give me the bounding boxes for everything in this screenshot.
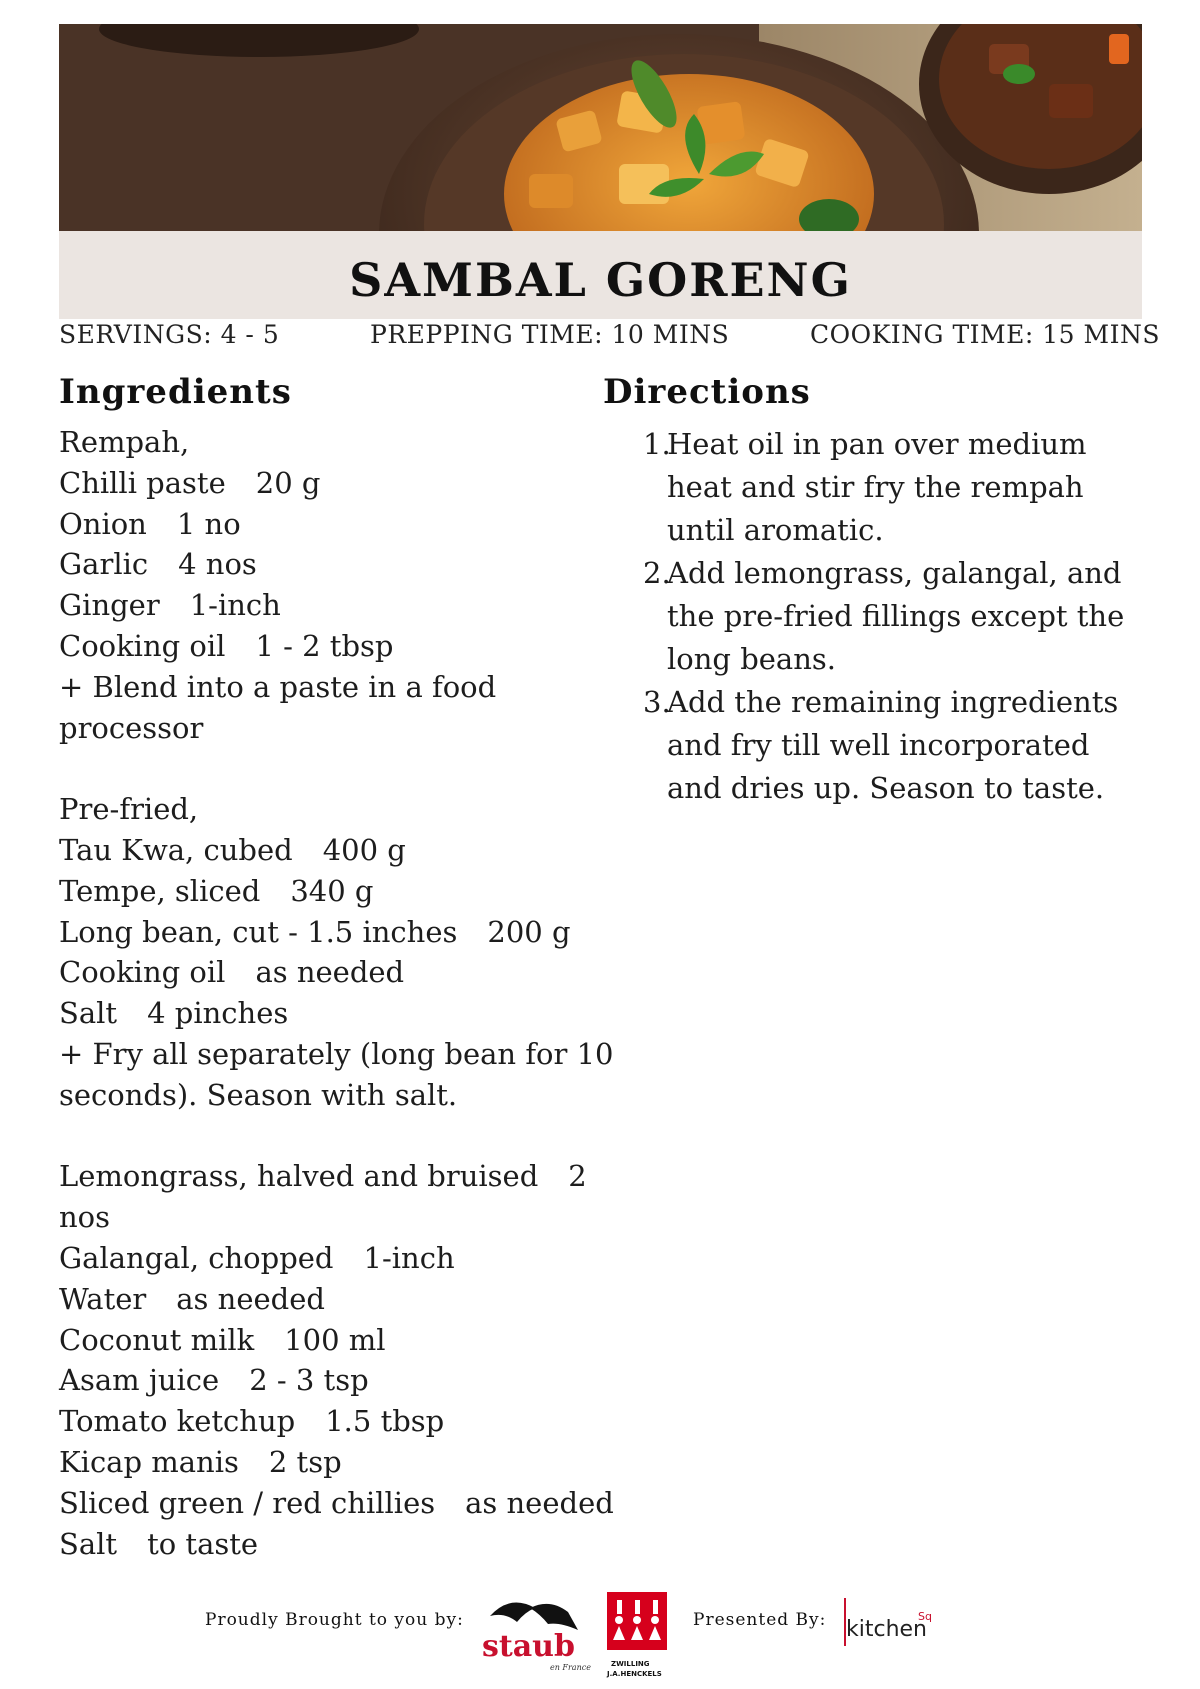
- step-number: 1.: [643, 427, 671, 461]
- directions-heading: Directions: [603, 372, 811, 412]
- presented-by-label: Presented By:: [693, 1610, 827, 1630]
- cook-time-info: COOKING TIME: 15 MINS: [810, 320, 1160, 349]
- ingredient-name: Cooking oil: [59, 955, 226, 990]
- ingredient-quantity: 4 nos: [178, 547, 257, 582]
- directions-list: [643, 423, 1153, 810]
- ingredient-name: Onion: [59, 506, 147, 541]
- ingredient-item: [59, 1360, 619, 1401]
- ingredient-name: Tomato ketchup: [59, 1404, 296, 1439]
- ingredient-item: [59, 1483, 619, 1524]
- ingredient-quantity: 1 - 2 tbsp: [255, 628, 394, 663]
- ingredient-quantity: 200 g: [487, 914, 571, 949]
- ingredient-quantity: 1.5 tbsp: [325, 1404, 445, 1439]
- ingredient-quantity: as needed: [465, 1485, 614, 1520]
- ingredient-item: [59, 912, 619, 953]
- ingredient-item: [59, 544, 619, 585]
- ingredient-quantity: 100 ml: [284, 1322, 386, 1357]
- ingredient-item: [59, 463, 619, 504]
- ingredient-quantity: 1-inch: [363, 1240, 455, 1275]
- ingredient-name: Tau Kwa, cubed: [59, 832, 293, 867]
- kitchen-sq-logo: [842, 1596, 942, 1652]
- ingredient-item: [59, 626, 619, 667]
- staub-logo-text: staub: [482, 1629, 575, 1664]
- zwilling-logo: [605, 1590, 675, 1682]
- ingredient-group-label: Rempah,: [59, 425, 190, 459]
- ingredient-name: Kicap manis: [59, 1444, 239, 1479]
- ingredient-spacer: [59, 1116, 619, 1157]
- ingredient-item: [59, 952, 619, 993]
- ingredient-item: [59, 993, 619, 1034]
- ingredient-name: Salt: [59, 1526, 118, 1561]
- ingredient-name: Chilli paste: [59, 465, 226, 500]
- ingredient-name: Garlic: [59, 547, 149, 582]
- ingredient-spacer: [59, 748, 619, 789]
- staub-logo: [470, 1596, 595, 1674]
- ingredient-item: [59, 1401, 619, 1442]
- ingredient-item: [59, 585, 619, 626]
- kitchen-logo-sup: Sq: [918, 1610, 932, 1623]
- ingredient-quantity: as needed: [255, 955, 405, 990]
- ingredient-item: [59, 1279, 619, 1320]
- step-text: Add the remaining ingredients and fry till well incorporated and dries up. Season to taste.: [667, 685, 1119, 805]
- ingredient-name: Sliced green / red chillies: [59, 1485, 436, 1520]
- kitchen-logo-text: kitchen: [846, 1617, 927, 1642]
- ingredient-item: [59, 830, 619, 871]
- ingredient-name: Lemongrass, halved and bruised: [59, 1159, 539, 1194]
- hero-food-photo: [59, 24, 1142, 231]
- ingredient-item: [59, 1320, 619, 1361]
- ingredient-item: [59, 1442, 619, 1483]
- ingredient-name: Salt: [59, 996, 118, 1031]
- ingredient-name: Long bean, cut - 1.5 inches: [59, 914, 458, 949]
- ingredient-quantity: 2 nos: [59, 1159, 587, 1235]
- ingredient-name: Cooking oil: [59, 628, 226, 663]
- ingredient-item: [59, 1156, 619, 1238]
- staub-logo-sub: en France: [550, 1663, 591, 1672]
- ingredient-name: Tempe, sliced: [59, 873, 261, 908]
- step-number: 3.: [643, 685, 671, 719]
- zwilling-logo-text-2: J.A.HENCKELS: [607, 1670, 662, 1678]
- step-text: Add lemongrass, galangal, and the pre-fried fillings except the long beans.: [667, 556, 1125, 676]
- ingredients-heading: Ingredients: [59, 372, 292, 412]
- ingredient-quantity: to taste: [147, 1526, 259, 1561]
- brought-by-label: Proudly Brought to you by:: [205, 1610, 464, 1630]
- direction-step: [643, 552, 1153, 681]
- direction-step: [643, 423, 1153, 552]
- title-band: [59, 231, 1142, 319]
- step-number: 2.: [643, 556, 671, 590]
- step-text: Heat oil in pan over medium heat and stir fry the rempah until aromatic.: [667, 427, 1087, 547]
- recipe-title: SAMBAL GORENG: [349, 253, 852, 307]
- ingredient-item: [59, 1524, 619, 1565]
- ingredient-quantity: 1-inch: [189, 588, 281, 623]
- ingredient-name: Galangal, chopped: [59, 1240, 334, 1275]
- ingredient-note: + Fry all separately (long bean for 10 seconds). Season with salt.: [59, 1036, 614, 1112]
- servings-info: SERVINGS: 4 - 5: [59, 320, 280, 349]
- ingredient-quantity: as needed: [176, 1281, 325, 1316]
- ingredient-quantity: 2 - 3 tsp: [249, 1363, 369, 1398]
- ingredient-group-label: Pre-fried,: [59, 792, 199, 827]
- food-illustration: [59, 24, 1142, 231]
- ingredient-item: [59, 1238, 619, 1279]
- prep-time-info: PREPPING TIME: 10 MINS: [370, 320, 730, 349]
- direction-step: [643, 681, 1153, 810]
- ingredient-item: [59, 504, 619, 545]
- ingredient-quantity: 2 tsp: [268, 1444, 342, 1479]
- ingredient-name: Ginger: [59, 588, 160, 623]
- zwilling-logo-text-1: ZWILLING: [611, 1660, 650, 1668]
- ingredient-quantity: 340 g: [290, 873, 374, 908]
- ingredient-name: Water: [59, 1281, 147, 1316]
- ingredient-name: Asam juice: [59, 1363, 220, 1398]
- ingredient-quantity: 4 pinches: [147, 996, 289, 1031]
- ingredients-list: [59, 422, 619, 1564]
- ingredient-quantity: 400 g: [322, 832, 406, 867]
- ingredient-name: Coconut milk: [59, 1322, 255, 1357]
- ingredient-quantity: 20 g: [255, 465, 321, 500]
- ingredient-item: [59, 871, 619, 912]
- ingredient-note: + Blend into a paste in a food processor: [59, 669, 497, 745]
- ingredient-quantity: 1 no: [176, 506, 241, 541]
